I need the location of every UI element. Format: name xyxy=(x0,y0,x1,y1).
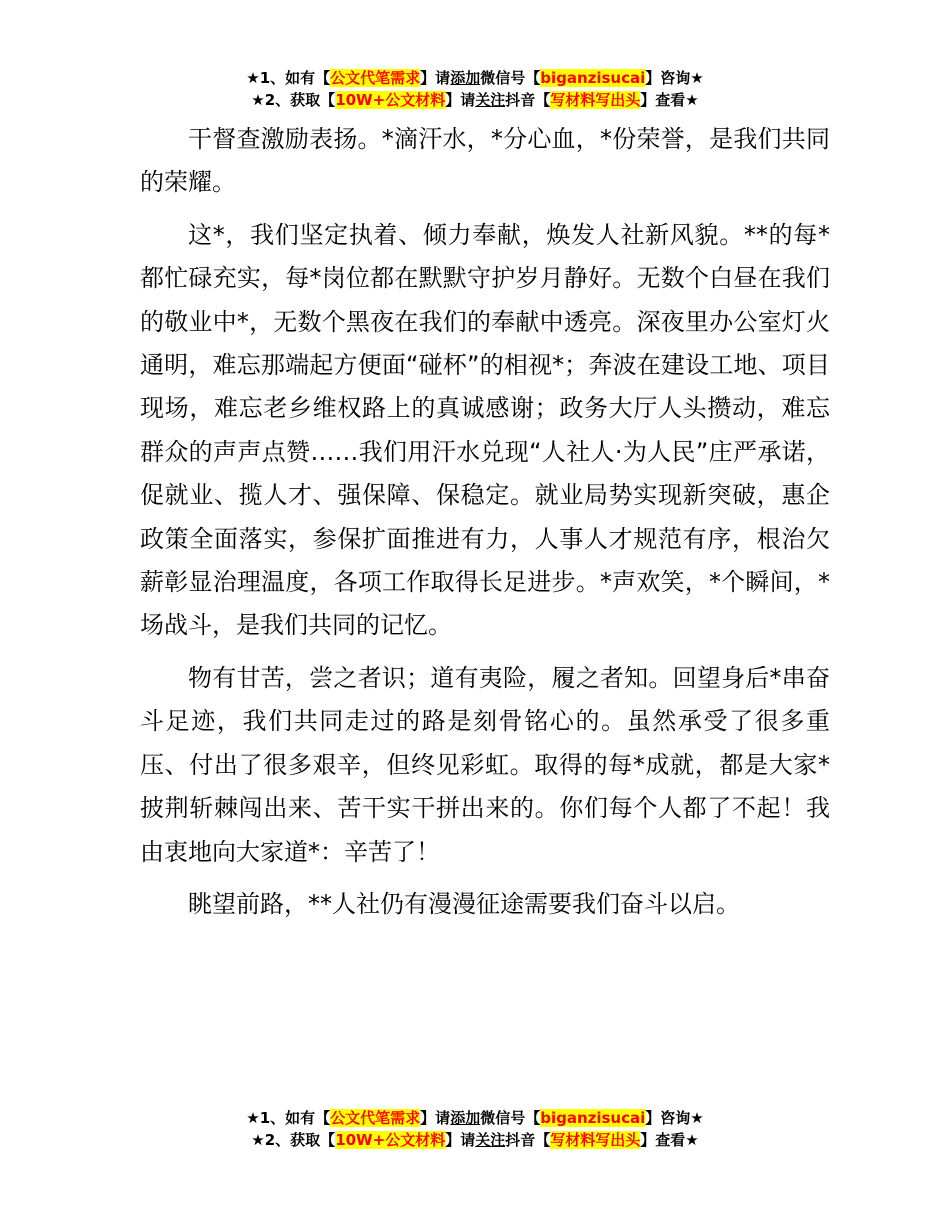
underlined-text: 添加 xyxy=(450,1109,481,1127)
banner-line-2 xyxy=(0,1129,950,1151)
document-body xyxy=(140,118,830,935)
highlight-douyin-account: 写材料写出头 xyxy=(550,91,641,109)
underlined-text: 关注 xyxy=(475,91,506,109)
paragraph: 物有甘苦，尝之者识；道有夷险，履之者知。回望身后*串奋斗足迹，我们共同走过的路是刻骨铭心的。虽然承受了很多重压、付出了很多艰辛，但终见彩虹。取得的每*成就，都是大家*披荆斩棘闯出来、苦干实干拼出来的。你们每个人都了不起！我由衷地向大家道*：辛苦了！ xyxy=(140,663,830,866)
banner-text: 】请 xyxy=(445,1131,476,1149)
highlight-wechat-id: biganzisucai xyxy=(540,69,646,87)
highlight-douyin-account: 写材料写出头 xyxy=(550,1131,641,1149)
paragraph: 干督查激励表扬。*滴汗水，*分心血，*份荣誉，是我们共同的荣耀。 xyxy=(140,125,830,197)
highlight-service: 公文代笔需求 xyxy=(330,69,421,87)
banner-text: ★2、获取【 xyxy=(251,91,336,109)
banner-text: 】请 xyxy=(420,1109,451,1127)
banner-text: 】查看★ xyxy=(640,91,699,109)
banner-text: 抖音【 xyxy=(505,91,551,109)
highlight-wechat-id: biganzisucai xyxy=(540,1109,646,1127)
highlight-service: 公文代笔需求 xyxy=(330,1109,421,1127)
banner-text: 】查看★ xyxy=(640,1131,699,1149)
banner-text: ★2、获取【 xyxy=(251,1131,336,1149)
footer-banner xyxy=(0,1107,950,1151)
banner-text: 】咨询★ xyxy=(645,1109,704,1127)
underlined-text: 添加 xyxy=(450,69,481,87)
banner-text: ★1、如有【 xyxy=(246,1109,331,1127)
banner-line-2 xyxy=(0,89,950,111)
banner-line-1 xyxy=(0,1107,950,1129)
banner-text: 】请 xyxy=(445,91,476,109)
paragraph: 这*，我们坚定执着、倾力奉献，焕发人社新风貌。**的每*都忙碌充实，每*岗位都在默默守护岁月静好。无数个白昼在我们的敬业中*，无数个黑夜在我们的奉献中透亮。深夜里办公室灯火通明，难忘那端起方便面“碰杯”的相视*；奔波在建设工地、项目现场，难忘老乡维权路上的真诚感谢；政务大厅人头攒动，难忘群众的声声点赞……我们用汗水兑现“人社人·为人民”庄严承诺，促就业、揽人才、强保障、保稳定。就业局势实现新突破，惠企政策全面落实，参保扩面推进有力，人事人才规范有序，根治欠薪彰显治理温度，各项工作取得长足进步。*声欢笑，*个瞬间，*场战斗，是我们共同的记忆。 xyxy=(140,220,830,640)
banner-text: 】咨询★ xyxy=(645,69,704,87)
underlined-text: 关注 xyxy=(475,1131,506,1149)
header-banner xyxy=(0,67,950,111)
banner-text: ★1、如有【 xyxy=(246,69,331,87)
paragraph: 眺望前路，**人社仍有漫漫征途需要我们奋斗以启。 xyxy=(188,889,740,918)
banner-line-1 xyxy=(0,67,950,89)
banner-text: 微信号【 xyxy=(480,1109,541,1127)
highlight-materials: 10W+公文材料 xyxy=(335,1131,446,1149)
banner-text: 微信号【 xyxy=(480,69,541,87)
highlight-materials: 10W+公文材料 xyxy=(335,91,446,109)
banner-text: 】请 xyxy=(420,69,451,87)
banner-text: 抖音【 xyxy=(505,1131,551,1149)
